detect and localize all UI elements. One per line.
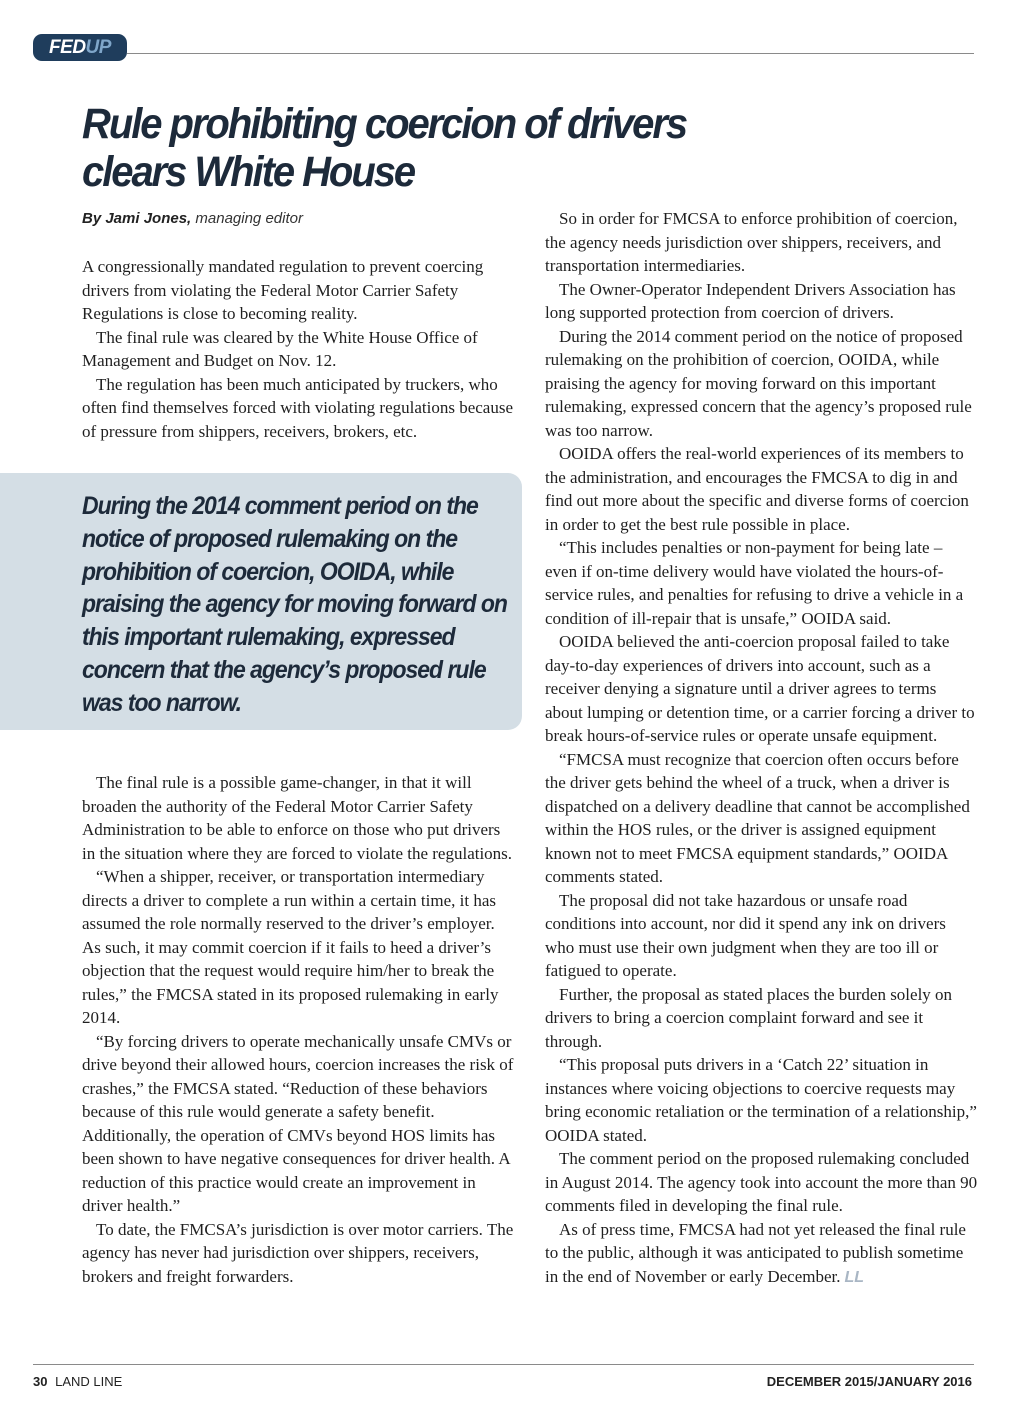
header-divider — [127, 53, 974, 54]
end-mark-logo: LL — [844, 1268, 865, 1286]
paragraph: “This proposal puts drivers in a ‘Catch 22’ situation in instances where voicing objections to coercive requests may bring economic retaliation or the termination of a relationship,” OOIDA stated. — [545, 1055, 977, 1145]
paragraph: The proposal did not take hazardous or unsafe road conditions into account, nor did it spend any ink on drivers who must use their own judgment when they are too ill or fatigued to operate. — [545, 890, 946, 980]
paragraph: The comment period on the proposed rulemaking concluded in August 2014. The agency took into account the more than 90 comments filed in developing the final rule. — [545, 1149, 978, 1215]
headline-line-2: clears White House — [82, 148, 415, 196]
section-tab-label-secondary: UP — [85, 36, 111, 58]
paragraph: To date, the FMCSA’s jurisdiction is over motor carriers. The agency has never had jurisdiction over shippers, receivers, brokers and freight forwarders. — [82, 1219, 514, 1286]
footer-divider — [33, 1364, 974, 1365]
paragraph: “FMCSA must recognize that coercion often occurs before the driver gets behind the wheel of a truck, when a driver is dispatched on a delivery deadline that cannot be accomplished within the HOS rules, or the driver is assigned equipment known not to meet FMCSA equipment standards,” OOIDA comments stated. — [545, 749, 970, 886]
paragraph: The final rule is a possible game-changer, in that it will broaden the authority of the Federal Motor Carrier Safety Administration to be able to enforce on those who put drivers in the situation where they are forced to violate the regulations. — [82, 773, 513, 863]
byline-role: managing editor — [195, 210, 303, 227]
headline-line-1: Rule prohibiting coercion of drivers — [82, 100, 687, 148]
issue-date: DECEMBER 2015/JANUARY 2016 — [766, 1374, 972, 1389]
page-number: 30 — [33, 1374, 48, 1389]
paragraph: The Owner-Operator Independent Drivers Association has long supported protection from coercion of drivers. — [545, 279, 956, 322]
left-column-bottom — [82, 771, 514, 1288]
folio — [33, 1374, 122, 1389]
last-paragraph — [545, 1218, 978, 1290]
paragraph: The regulation has been much anticipated by truckers, who often find themselves forced with violating regulations because of pressure from shippers, receivers, brokers, etc. — [82, 374, 514, 441]
paragraph: Further, the proposal as stated places the burden solely on drivers to bring a coercion complaint forward and see it through. — [545, 984, 953, 1051]
left-column-top — [82, 255, 514, 443]
byline — [82, 210, 303, 227]
section-tab-label-primary: FED — [49, 36, 86, 58]
paragraph: During the 2014 comment period on the notice of proposed rulemaking on the prohibition of coercion, OOIDA, while praising the agency for moving forward on this important rulemaking, expressed concern that the agency’s proposed rule was too narrow. — [545, 326, 972, 440]
paragraph: A congressionally mandated regulation to prevent coercing drivers from violating the Federal Motor Carrier Safety Regulations is close to becoming reality. — [82, 257, 484, 323]
paragraph-text: As of press time, FMCSA had not yet released the final rule to the public, although it was anticipated to publish sometime in the end of November or early December. — [545, 1219, 966, 1286]
paragraph: So in order for FMCSA to enforce prohibition of coercion, the agency needs jurisdiction over shippers, receivers, and transportation intermediaries. — [545, 209, 958, 275]
publication-name: LAND LINE — [55, 1374, 123, 1389]
right-column — [545, 207, 978, 1289]
byline-author: By Jami Jones, — [82, 210, 192, 227]
pull-quote: During the 2014 comment period on the notice of proposed rulemaking on the prohibition of coercion, OOIDA, while praising the agency for moving forward on this important rulemaking, expressed concern that the agency’s proposed rule was too narrow. — [82, 492, 507, 717]
article-headline — [82, 100, 752, 196]
paragraph: OOIDA offers the real-world experiences of its members to the administration, and encourages the FMCSA to dig in and find out more about the specific and diverse forms of coercion in order to get the best rule possible in place. — [545, 444, 969, 534]
paragraph: “When a shipper, receiver, or transportation intermediary directs a driver to complete a run within a certain time, it has assumed the role normally reserved to the driver’s employer. As such, it may commit coercion if it fails to heed a driver’s objection that the request would require him/her to break the rules,” the FMCSA stated in its proposed rulemaking in early 2014. — [82, 867, 499, 1027]
paragraph: The final rule was cleared by the White House Office of Management and Budget on Nov. 12. — [82, 327, 478, 370]
paragraph: “By forcing drivers to operate mechanically unsafe CMVs or drive beyond their allowed hours, coercion increases the risk of crashes,” the FMCSA stated. “Reduction of these behaviors because of this rule would generate a safety benefit. Additionally, the operation of CMVs beyond HOS limits has been shown to have negative consequences for driver health. A reduction of this practice would create an improvement in driver health.” — [82, 1031, 514, 1215]
section-tab — [33, 34, 127, 61]
paragraph: “This includes penalties or non-payment for being late – even if on-time delivery would have violated the hours-of-service rules, and penalties for refusing to drive a vehicle in a condition of ill-repair that is unsafe,” OOIDA said. — [545, 538, 964, 628]
paragraph: OOIDA believed the anti-coercion proposal failed to take day-to-day experiences of drivers into account, such as a receiver denying a signature until a driver agrees to terms about lumping or detention time, or a carrier forcing a driver to break hours-of-service rules or operate unsafe equipment. — [545, 632, 975, 745]
